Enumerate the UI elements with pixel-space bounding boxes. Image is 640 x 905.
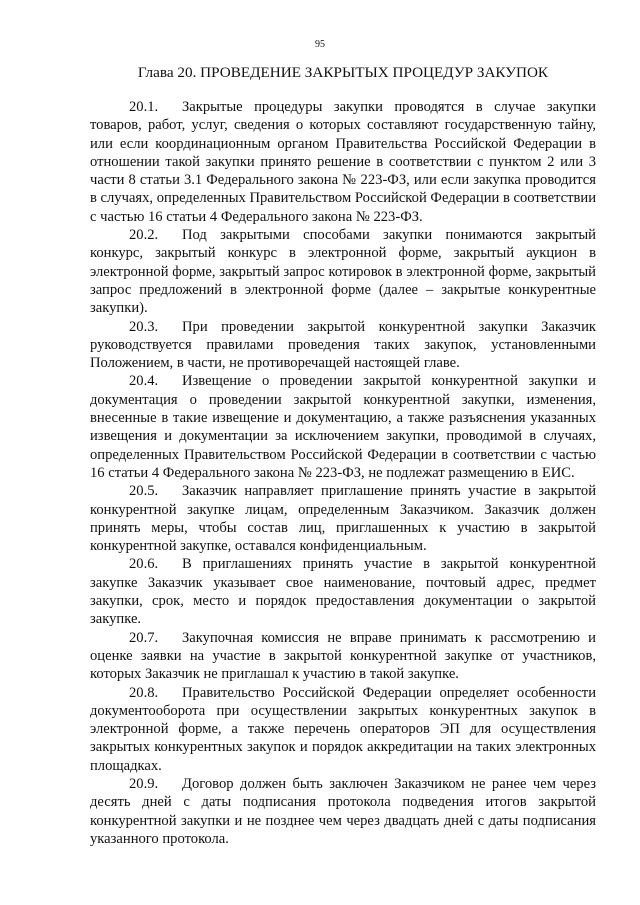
- paragraph-20-1: [90, 98, 596, 226]
- paragraph-number: 20.7.: [129, 629, 159, 646]
- paragraph-number: 20.4.: [129, 373, 159, 390]
- page-number: 95: [315, 39, 325, 50]
- paragraph-number: 20.5.: [129, 483, 159, 500]
- chapter-title: Глава 20. ПРОВЕДЕНИЕ ЗАКРЫТЫХ ПРОЦЕДУР ЗАКУПОК: [137, 64, 549, 81]
- paragraph-number: 20.3.: [129, 318, 159, 335]
- paragraph-text: В приглашениях принять участие в закрытой конкурентной закупке Заказчик указывает свое наименование, почтовый адрес, предмет закупки, срок, место и порядок предоставления документации о закрытой закупке.: [90, 556, 596, 628]
- paragraph-text: Правительство Российской Федерации определяет особенности документооборота при осуществлении закрытых конкурентных закупок в электронной форме, а также перечень операторов ЭП для осуществления закрытых конкурентных закупок и порядок аккредитации на таких электронных площадках.: [90, 684, 596, 774]
- paragraph-number: 20.1.: [129, 99, 159, 115]
- paragraph-number: 20.8.: [129, 684, 159, 701]
- paragraph-text: Закрытые процедуры закупки проводятся в случае закупки товаров, работ, услуг, сведения о которых составляют государственную тайну, или если координационным органом Правительства Российской Федерации в отношении такой закупки принято решение в соответствии с пунктом 2 или 3 части 8 статьи 3.1 Федерального закона № 223-ФЗ, или если закупка проводится в случаях, определенных Правительством Российской Федерации в соответствии с частью 16 статьи 4 Федерального закона № 223-ФЗ.: [90, 99, 596, 225]
- paragraph-number: 20.2.: [129, 227, 159, 244]
- paragraph-text: Извещение о проведении закрытой конкурентной закупки и документация о проведении закрытой конкурентной закупки, изменения, внесенные в такие извещение и документацию, а также разъяснения указанных извещения и документации за исключением закупки, проводимой в случаях, определенных Правительством Российской Федерации в соответствии с частью 16 статьи 4 Федерального закона № 223-ФЗ, не подлежат размещению в ЕИС.: [90, 373, 596, 481]
- paragraph-number: 20.9.: [129, 775, 159, 792]
- paragraph-text: При проведении закрытой конкурентной закупки Заказчик руководствуется правилами проведения таких закупок, установленными Положением, в части, не противоречащей настоящей главе.: [90, 318, 596, 372]
- chapter-body: [90, 98, 596, 848]
- paragraph-20-4: [90, 372, 596, 482]
- paragraph-20-6: [90, 555, 596, 628]
- paragraph-text: Договор должен быть заключен Заказчиком не ранее чем через десять дней с даты подписания протокола подведения итогов закрытой конкурентной закупки и не позднее чем через двадцать дней с даты подписания указанного протокола.: [90, 775, 596, 847]
- paragraph-20-2: [90, 226, 596, 317]
- paragraph-20-8: [90, 684, 596, 775]
- paragraph-text: Закупочная комиссия не вправе принимать к рассмотрению и оценке заявки на участие в закрытой конкурентной закупке от участников, которых Заказчик не приглашал к участию в такой закупке.: [90, 629, 596, 683]
- paragraph-20-7: [90, 629, 596, 684]
- paragraph-text: Заказчик направляет приглашение принять участие в закрытой конкурентной закупке лицам, определенным Заказчиком. Заказчик должен принять меры, чтобы состав лиц, приглашенных к участию в закрытой конкурентной закупке, оставался конфиденциальным.: [90, 483, 596, 555]
- paragraph-20-5: [90, 482, 596, 555]
- paragraph-20-3: [90, 318, 596, 373]
- paragraph-20-9: [90, 775, 596, 848]
- paragraph-text: Под закрытыми способами закупки понимаются закрытый конкурс, закрытый конкурс в электронной форме, закрытый аукцион в электронной форме, закрытый запрос котировок в электронной форме, закрытый запрос предложений в электронной форме (далее – закрытые конкурентные закупки).: [90, 227, 596, 317]
- paragraph-number: 20.6.: [129, 556, 159, 573]
